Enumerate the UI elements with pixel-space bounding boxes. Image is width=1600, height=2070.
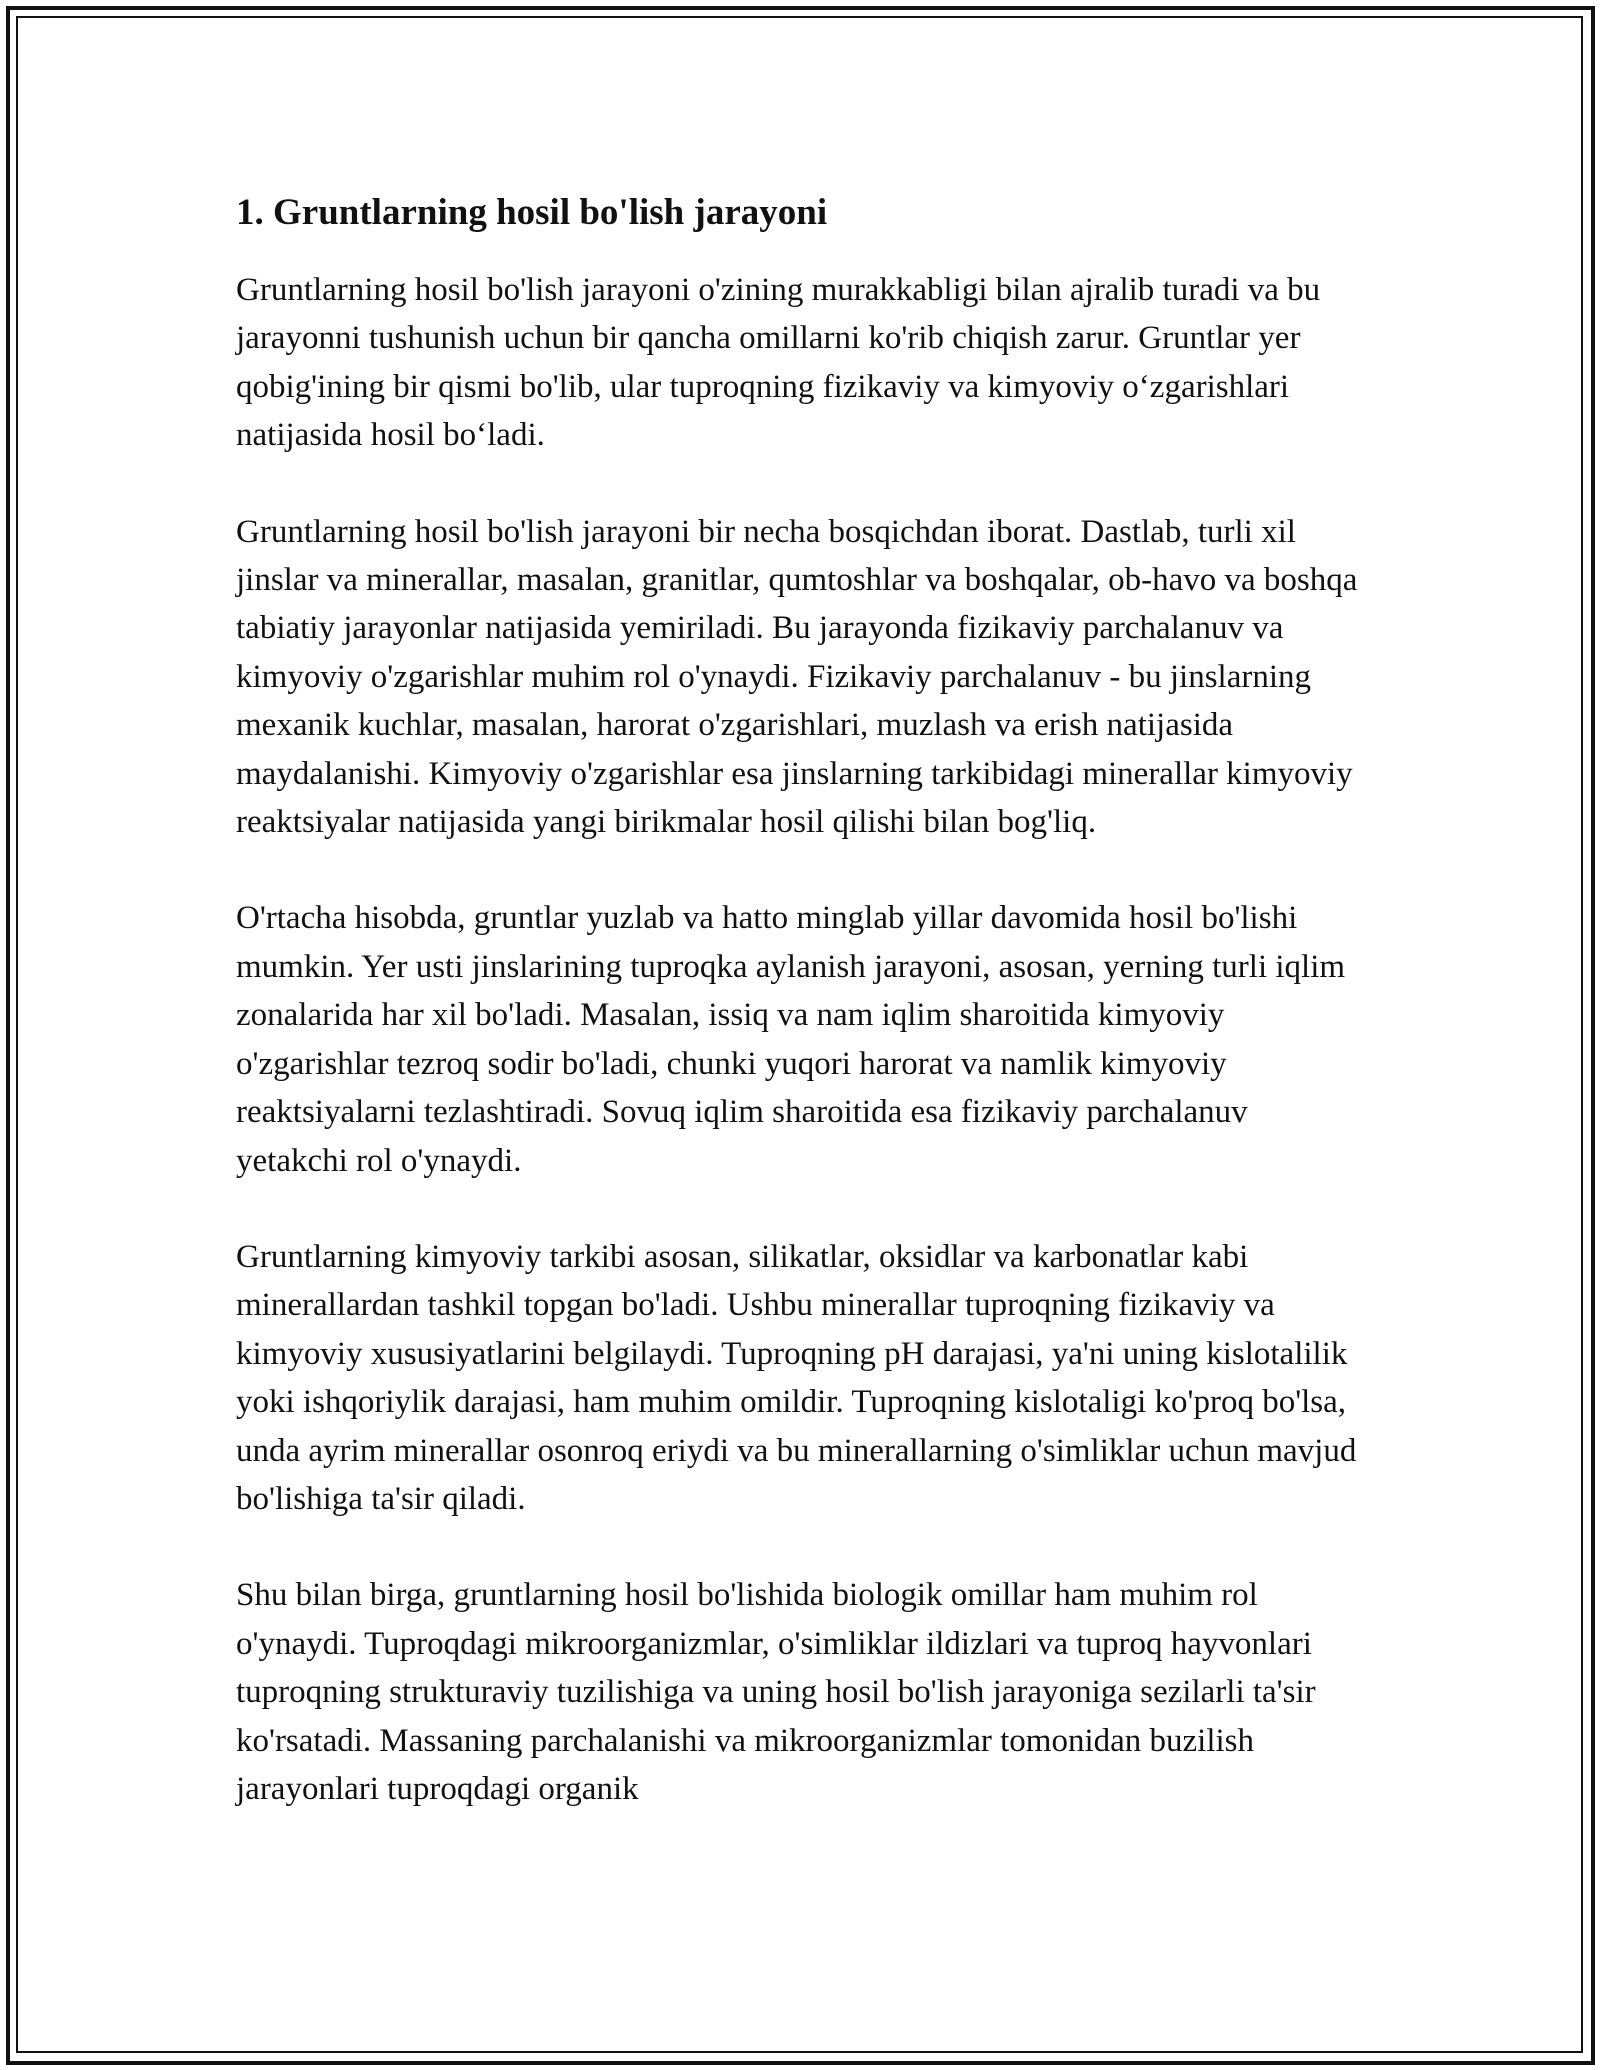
paragraph-2: Gruntlarning hosil bo'lish jarayoni bir necha bosqichdan iborat. Dastlab, turli xil jinslar va minerallar, masalan, granitlar, qumtoshlar va boshqalar, ob-havo va boshqa tabiatiy jarayonlar natijasida yemiriladi. Bu jarayonda fizikaviy parchalanuv va kimyoviy o'zgarishlar muhim rol o'ynaydi. Fizikaviy parchalanuv - bu jinslarning mexanik kuchlar, masalan, harorat o'zgarishlari, muzlash va erish natijasida maydalanishi. Kimyoviy o'zgarishlar esa jinslarning tarkibidagi minerallar kimyoviy reaktsiyalar natijasida yangi birikmalar hosil qilishi bilan bog'liq. xyxy=(236,513,1358,841)
paragraph-3: O'rtacha hisobda, gruntlar yuzlab va hatto minglab yillar davomida hosil bo'lishi mumkin. Yer usti jinslarining tuproqka aylanish jarayoni, asosan, yerning turli iqlim zonalarida har xil bo'ladi. Masalan, issiq va nam iqlim sharoitida kimyoviy o'zgarishlar tezroq sodir bo'ladi, chunki yuqori harorat va namlik kimyoviy reaktsiyalarni tezlashtiradi. Sovuq iqlim sharoitida esa fizikaviy parchalanuv yetakchi rol o'ynaydi. xyxy=(236,900,1346,1179)
paragraph-4: Gruntlarning kimyoviy tarkibi asosan, silikatlar, oksidlar va karbonatlar kabi minerallardan tashkil topgan bo'ladi. Ushbu minerallar tuproqning fizikaviy va kimyoviy xususiyatlarini belgilaydi. Tuproqning pH darajasi, ya'ni uning kislotalilik yoki ishqoriylik darajasi, ham muhim omildir. Tuproqning kislotaligi ko'proq bo'lsa, unda ayrim minerallar osonroq eriydi va bu minerallarning o'simliklar uchun mavjud bo'lishiga ta'sir qiladi. xyxy=(236,1238,1357,1517)
section-heading: 1. Gruntlarning hosil bo'lish jarayoni xyxy=(236,192,828,233)
document-body xyxy=(236,186,1366,1861)
paragraph-1: Gruntlarning hosil bo'lish jarayoni o'zining murakkabligi bilan ajralib turadi va bu jarayonni tushunish uchun bir qancha omillarni ko'rib chiqish zarur. Gruntlar yer qobig'ining bir qismi bo'lib, ular tuproqning fizikaviy va kimyoviy o‘zgarishlari natijasida hosil bo‘ladi. xyxy=(236,272,1321,454)
paragraph-5: Shu bilan birga, gruntlarning hosil bo'lishida biologik omillar ham muhim rol o'ynaydi. Tuproqdagi mikroorganizmlar, o'simliklar ildizlari va tuproq hayvonlari tuproqning strukturaviy tuzilishiga va uning hosil bo'lish jarayoniga sezilarli ta'sir ko'rsatadi. Massaning parchalanishi va mikroorganizmlar tomonidan buzilish jarayonlari tuproqdagi organik xyxy=(236,1577,1316,1807)
